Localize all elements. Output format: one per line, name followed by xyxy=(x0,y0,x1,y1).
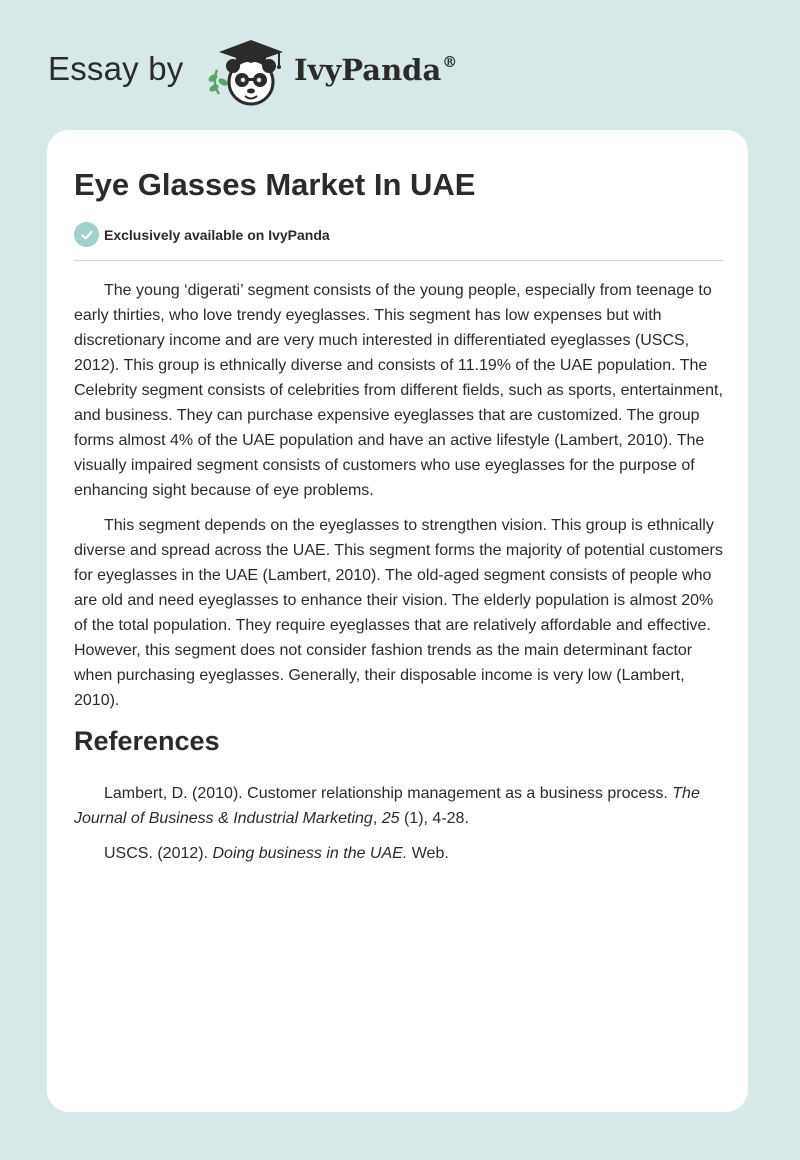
panda-logo-icon[interactable] xyxy=(203,36,293,108)
reference-item xyxy=(74,841,723,866)
article-body xyxy=(74,278,723,876)
registered-mark: ® xyxy=(442,53,458,72)
reference-issue: (1), 4-28. xyxy=(403,810,469,827)
references-heading: References xyxy=(74,726,220,756)
paragraph: The young ‘digerati’ segment consists of the young people, especially from teenage to early thirties, who love trendy eyeglasses. This segment has low expenses but with discretionary income and are very much interested in differentiated eyeglasses (USCS, 2012). This group is ethnically diverse and consists of 11.19% of the UAE population. The Celebrity segment consists of celebrities from different fields, such as sports, entertainment, and business. They can purchase expensive eyeglasses that are customized. The group forms almost 4% of the UAE population and have an active lifestyle (Lambert, 2010). The visually impaired segment consists of customers who use eyeglasses for the purpose of enhancing sight because of eye problems. xyxy=(74,282,723,499)
brand-name[interactable] xyxy=(294,53,457,87)
reference-title: Doing business in the UAE. xyxy=(212,845,408,862)
exclusive-badge xyxy=(74,222,330,247)
article-card xyxy=(47,130,748,1112)
reference-journal: The Journal of Business & Industrial Marketing xyxy=(74,785,700,827)
page-title: Eye Glasses Market In UAE xyxy=(74,167,476,202)
essay-by-label: Essay by xyxy=(48,50,184,87)
reference-volume: 25 xyxy=(381,810,400,827)
reference-separator: , xyxy=(372,810,378,827)
paragraph: This segment depends on the eyeglasses to strengthen vision. This group is ethnically diverse and spread across the UAE. This segment forms the majority of potential customers for eyeglasses in the UAE (Lambert, 2010). The old-aged segment consists of people who are old and need eyeglasses to enhance their vision. The elderly population is almost 20% of the total population. They require eyeglasses that are relatively affordable and effective. However, this segment does not consider fashion trends as the main determinant factor when purchasing eyeglasses. Generally, their disposable income is very low (Lambert, 2010). xyxy=(74,517,723,709)
divider xyxy=(74,260,723,261)
reference-suffix: Web. xyxy=(411,845,449,862)
reference-item xyxy=(74,781,723,831)
badge-label: Exclusively available on IvyPanda xyxy=(104,226,330,243)
site-header xyxy=(48,36,548,108)
reference-text: USCS. (2012). xyxy=(104,845,209,862)
reference-text: Lambert, D. (2010). Customer relationship management as a business process. xyxy=(104,785,668,802)
check-icon xyxy=(74,222,99,247)
brand-text: IvyPanda xyxy=(294,53,442,87)
